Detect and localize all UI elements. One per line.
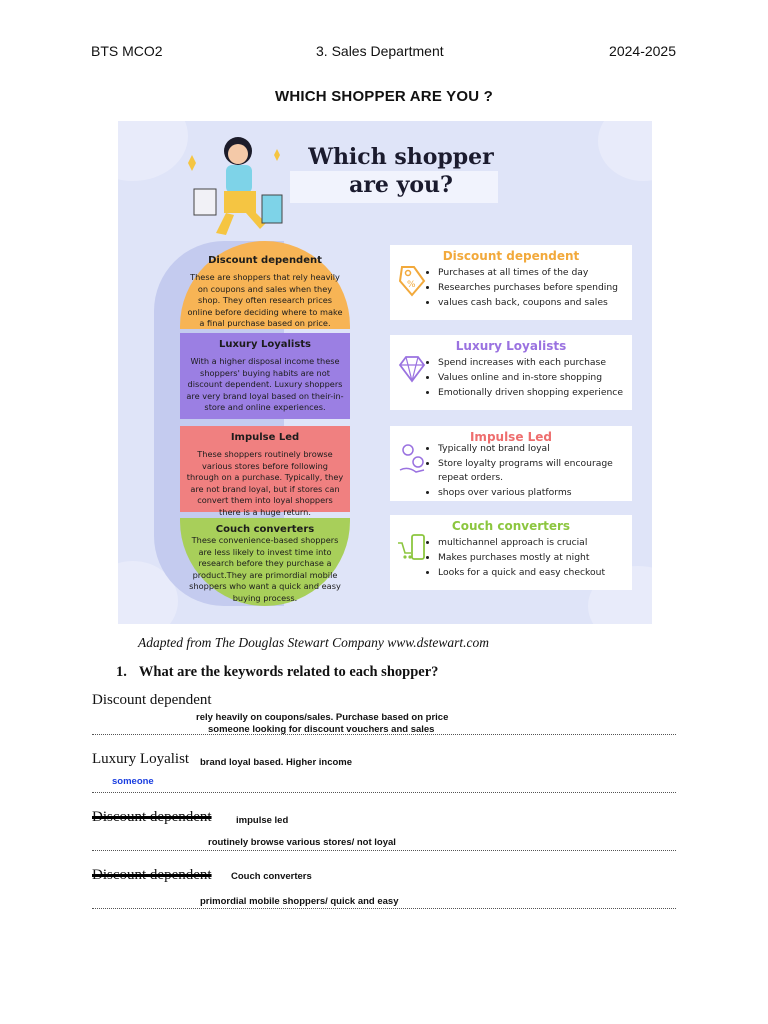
header-section: 3. Sales Department	[316, 43, 444, 59]
card-title: Discount dependent	[208, 255, 322, 266]
traits-list	[428, 355, 623, 400]
card-discount-dependent	[180, 241, 350, 329]
traits-list	[428, 535, 605, 580]
answer-line	[92, 907, 676, 909]
svg-text:%: %	[407, 280, 416, 290]
shopper-illustration	[176, 129, 296, 241]
infographic-title: Which shopper are you?	[308, 144, 494, 198]
traits-list	[428, 442, 632, 500]
trait-item: • values cash back, coupons and sales	[438, 295, 618, 310]
answer-line	[92, 849, 676, 851]
answer-line	[92, 733, 676, 735]
trait-item: • Makes purchases mostly at night	[438, 550, 605, 565]
card-impulse-led	[180, 426, 350, 517]
page-title: WHICH SHOPPER ARE YOU ?	[275, 88, 493, 105]
hand-coins-icon	[396, 440, 428, 482]
traits-impulse-led	[390, 426, 632, 501]
card-description: These shoppers routinely browse various stores before following through on a purchase. Typically, they are not brand loyal, but if stores can convert them into loyal shoppers there is a huge return.	[186, 449, 344, 517]
diamond-icon	[396, 349, 428, 391]
answer-label-luxury: Luxury Loyalist	[92, 751, 190, 767]
shopper-infographic	[118, 121, 652, 624]
card-couch-converters	[180, 518, 350, 606]
trait-item: • Store loyalty programs will encourage repeat orders.	[438, 457, 632, 486]
answer-label-discount: Discount dependent	[92, 692, 212, 708]
handwritten-note: impulse led	[236, 815, 289, 826]
trait-item: • Purchases at all times of the day	[438, 265, 618, 280]
handwritten-note: brand loyal based. Higher income	[200, 757, 353, 768]
traits-title: Discount dependent	[442, 249, 580, 263]
trait-item: • Values online and in-store shopping	[438, 370, 623, 385]
price-tag-icon	[396, 259, 428, 301]
card-title: Luxury Loyalists	[218, 339, 312, 350]
handwritten-note: rely heavily on coupons/sales. Purchase based on price	[196, 712, 449, 723]
card-title: Impulse Led	[230, 432, 300, 443]
header-year: 2024-2025	[609, 43, 676, 59]
card-description: These are shoppers that rely heavily on coupons and sales when they shop. They often research prices online before deciding where to make a final purchase based on price.	[187, 272, 343, 328]
handwritten-note: someone	[112, 776, 154, 787]
traits-list	[428, 265, 618, 310]
question-number: 1.	[116, 664, 127, 680]
answer-line	[92, 791, 676, 793]
card-title: Couch converters	[215, 524, 315, 535]
card-description: With a higher disposal income these shoppers' buying habits are not discount dependent. Luxury shoppers are very brand loyal based on their-in-store and online experiences.	[186, 356, 344, 412]
trait-item: • Emotionally driven shopping experience	[438, 385, 623, 400]
card-luxury-loyalists	[180, 333, 350, 419]
traits-couch-converters	[390, 515, 632, 590]
mobile-cart-icon	[396, 529, 428, 571]
question-1	[116, 664, 438, 681]
trait-item: • Looks for a quick and easy checkout	[438, 565, 605, 580]
header-course: BTS MCO2	[91, 43, 163, 59]
trait-item: • multichannel approach is crucial	[438, 535, 605, 550]
answer-label-struck: Discount dependent	[92, 809, 212, 825]
question-text: What are the keywords related to each shopper?	[138, 664, 439, 680]
card-description: These convenience-based shoppers are less likely to invest time into research before they purchase a product.They are primordial mobile shoppers who want a quick and easy buying process.	[189, 535, 341, 603]
handwritten-note: Couch converters	[231, 871, 312, 882]
traits-luxury-loyalists	[390, 335, 632, 410]
traits-title: Luxury Loyalists	[455, 339, 567, 353]
answer-label-struck: Discount dependent	[92, 867, 212, 883]
handwritten-note: routinely browse various stores/ not loyal	[208, 837, 396, 848]
source-credit: Adapted from The Douglas Stewart Company www.dstewart.com	[138, 635, 489, 650]
traits-title: Couch converters	[451, 519, 571, 533]
trait-item: • Spend increases with each purchase	[438, 355, 623, 370]
traits-discount-dependent	[390, 245, 632, 320]
trait-item: • Typically not brand loyal	[438, 442, 632, 457]
trait-item: • shops over various platforms	[438, 486, 632, 501]
handwritten-note: primordial mobile shoppers/ quick and easy	[200, 896, 399, 907]
traits-title: Impulse Led	[469, 430, 553, 444]
handwritten-note: someone looking for discount vouchers and sales	[208, 724, 435, 735]
trait-item: • Researches purchases before spending	[438, 280, 618, 295]
